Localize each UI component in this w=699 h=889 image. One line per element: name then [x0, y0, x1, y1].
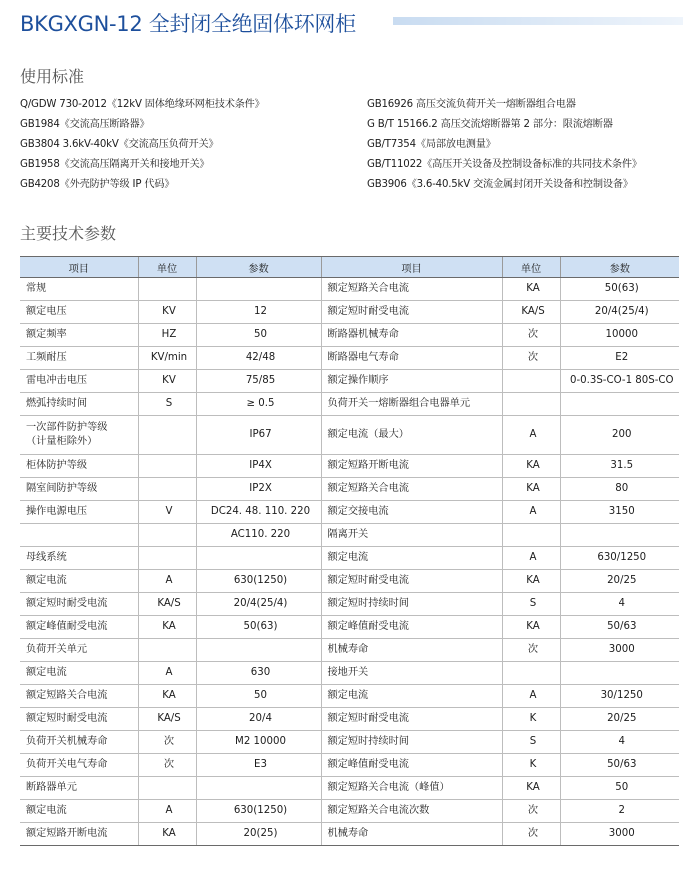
item-value: 50(63) [560, 278, 679, 301]
standard-item: GB3804 3.6kV-40kV《交流高压负荷开关》 [20, 139, 219, 150]
item-unit: 次 [502, 324, 560, 347]
item-name: 额定短路开断电流 [20, 823, 138, 846]
table-row [20, 754, 679, 777]
table-row [20, 455, 679, 478]
item-value: 30/1250 [560, 685, 679, 708]
item-name: 接地开关 [321, 662, 502, 685]
table-row [20, 777, 679, 800]
item-unit [502, 662, 560, 685]
item-name: 额定交接电流 [321, 501, 502, 524]
item-unit: S [502, 593, 560, 616]
item-value: E2 [560, 347, 679, 370]
item-value [560, 524, 679, 547]
standard-item: GB3906《3.6-40.5kV 交流金属封闭开关设备和控制设备》 [367, 179, 633, 190]
item-value: E3 [196, 754, 321, 777]
standards-heading: 使用标准 [20, 67, 85, 86]
item-name: 额定电流 [20, 570, 138, 593]
title-decoration-bar [393, 17, 683, 25]
item-unit: KA/S [138, 593, 196, 616]
table-row [20, 524, 679, 547]
item-unit: 次 [502, 347, 560, 370]
table-row [20, 324, 679, 347]
table-row [20, 393, 679, 416]
item-name: 额定频率 [20, 324, 138, 347]
item-name: 断路器机械寿命 [321, 324, 502, 347]
item-unit: KV [138, 301, 196, 324]
item-unit: A [138, 800, 196, 823]
item-unit [138, 547, 196, 570]
item-name: 机械寿命 [321, 823, 502, 846]
item-unit [138, 777, 196, 800]
table-row [20, 662, 679, 685]
item-value: DC24. 48. 110. 220 [196, 501, 321, 524]
item-value: 20/4(25/4) [196, 593, 321, 616]
item-unit [138, 478, 196, 501]
item-name [20, 524, 138, 547]
item-name: 额定短路关合电流 [20, 685, 138, 708]
item-value: 50(63) [196, 616, 321, 639]
item-value: 4 [560, 593, 679, 616]
params-heading: 主要技术参数 [20, 224, 117, 243]
item-value [196, 639, 321, 662]
item-unit: S [502, 731, 560, 754]
item-unit: KA [502, 278, 560, 301]
header-item: 项目 [321, 257, 502, 278]
item-name: 额定电流 [321, 685, 502, 708]
item-unit [502, 393, 560, 416]
item-value: M2 10000 [196, 731, 321, 754]
item-value: 20/4(25/4) [560, 301, 679, 324]
item-name: 额定短路开断电流 [321, 455, 502, 478]
item-name: 额定操作顺序 [321, 370, 502, 393]
item-unit: A [502, 547, 560, 570]
item-value: 31.5 [560, 455, 679, 478]
table-row [20, 278, 679, 301]
item-name: 燃弧持续时间 [20, 393, 138, 416]
table-row [20, 731, 679, 754]
item-name: 负荷开关单元 [20, 639, 138, 662]
item-name: 断路器单元 [20, 777, 138, 800]
item-value: 630/1250 [560, 547, 679, 570]
item-unit: KA/S [502, 301, 560, 324]
item-name: 隔离开关 [321, 524, 502, 547]
item-name: 工频耐压 [20, 347, 138, 370]
table-row [20, 570, 679, 593]
standard-item: GB1984《交流高压断路器》 [20, 119, 150, 130]
item-name: 额定短时耐受电流 [321, 301, 502, 324]
item-unit: KV/min [138, 347, 196, 370]
header-unit: 单位 [138, 257, 196, 278]
item-value: IP2X [196, 478, 321, 501]
item-unit: 次 [138, 754, 196, 777]
table-row [20, 800, 679, 823]
standards-left-column [20, 95, 360, 195]
item-unit: KA [138, 685, 196, 708]
table-row [20, 416, 679, 455]
item-value: 10000 [560, 324, 679, 347]
item-value: 42/48 [196, 347, 321, 370]
item-value: 3000 [560, 823, 679, 846]
item-value: 50 [196, 685, 321, 708]
standard-item: GB/T7354《局部放电测量》 [367, 139, 496, 150]
item-name: 常规 [20, 278, 138, 301]
item-unit: KA [138, 616, 196, 639]
item-value: 3000 [560, 639, 679, 662]
item-value: 75/85 [196, 370, 321, 393]
item-value: 20/4 [196, 708, 321, 731]
item-value: 0-0.3S-CO-1 80S-CO [560, 370, 679, 393]
item-unit: A [138, 662, 196, 685]
item-unit [138, 416, 196, 455]
table-row [20, 616, 679, 639]
item-unit: 次 [502, 823, 560, 846]
item-unit: KA [502, 777, 560, 800]
item-unit [138, 455, 196, 478]
item-name: 断路器电气寿命 [321, 347, 502, 370]
item-unit [502, 370, 560, 393]
item-unit: K [502, 708, 560, 731]
item-value: 20(25) [196, 823, 321, 846]
standard-item: GB1958《交流高压隔离开关和接地开关》 [20, 159, 210, 170]
item-unit: A [138, 570, 196, 593]
item-unit: A [502, 501, 560, 524]
item-unit: K [502, 754, 560, 777]
item-name: 母线系统 [20, 547, 138, 570]
table-row [20, 370, 679, 393]
item-name: 额定电流 [20, 800, 138, 823]
item-unit: KV [138, 370, 196, 393]
item-value: AC110. 220 [196, 524, 321, 547]
item-name: 额定电流（最大） [321, 416, 502, 455]
item-name: 额定短路关合电流 [321, 478, 502, 501]
item-value: 20/25 [560, 570, 679, 593]
item-name: 负荷开关电气寿命 [20, 754, 138, 777]
item-value: 50 [196, 324, 321, 347]
item-value: 630(1250) [196, 800, 321, 823]
item-unit: A [502, 685, 560, 708]
item-value [560, 393, 679, 416]
standards-right-column [367, 95, 693, 195]
item-unit: V [138, 501, 196, 524]
item-value: 50/63 [560, 754, 679, 777]
item-name: 额定电压 [20, 301, 138, 324]
item-unit [502, 524, 560, 547]
item-value: IP67 [196, 416, 321, 455]
standard-item: GB4208《外壳防护等级 IP 代码》 [20, 179, 175, 190]
standard-item: GB16926 高压交流负荷开关一熔断器组合电器 [367, 99, 576, 110]
table-row [20, 501, 679, 524]
header-value: 参数 [560, 257, 679, 278]
header-unit: 单位 [502, 257, 560, 278]
header-value: 参数 [196, 257, 321, 278]
table-row [20, 639, 679, 662]
item-name: 操作电源电压 [20, 501, 138, 524]
item-value: 2 [560, 800, 679, 823]
item-name: 雷电冲击电压 [20, 370, 138, 393]
item-unit: KA [502, 570, 560, 593]
standard-item: Q/GDW 730-2012《12kV 固体绝缘环网柜技术条件》 [20, 99, 265, 110]
item-value: 50/63 [560, 616, 679, 639]
table-row [20, 547, 679, 570]
item-name: 额定短时耐受电流 [321, 708, 502, 731]
item-unit [138, 524, 196, 547]
table-row [20, 708, 679, 731]
item-value [196, 547, 321, 570]
item-name: 额定短时持续时间 [321, 731, 502, 754]
item-name: 额定峰值耐受电流 [321, 616, 502, 639]
item-name: 额定短时耐受电流 [20, 708, 138, 731]
item-name: 额定电流 [20, 662, 138, 685]
item-name: 额定短时耐受电流 [20, 593, 138, 616]
item-name: 额定短路关合电流次数 [321, 800, 502, 823]
item-unit: KA [502, 455, 560, 478]
item-name: 负荷开关一熔断器组合电器单元 [321, 393, 502, 416]
table-row [20, 685, 679, 708]
item-unit: HZ [138, 324, 196, 347]
table-row [20, 301, 679, 324]
item-value: 200 [560, 416, 679, 455]
item-unit: KA [138, 823, 196, 846]
item-unit: 次 [502, 639, 560, 662]
item-unit: S [138, 393, 196, 416]
item-name: 额定短时耐受电流 [321, 570, 502, 593]
item-unit [138, 639, 196, 662]
table-row [20, 347, 679, 370]
item-unit: A [502, 416, 560, 455]
item-value: 20/25 [560, 708, 679, 731]
table-row [20, 593, 679, 616]
item-name: 负荷开关机械寿命 [20, 731, 138, 754]
item-name: 柜体防护等级 [20, 455, 138, 478]
item-value: 630 [196, 662, 321, 685]
item-name: 隔室间防护等级 [20, 478, 138, 501]
item-value [560, 662, 679, 685]
item-value: 630(1250) [196, 570, 321, 593]
item-unit: KA [502, 478, 560, 501]
item-unit: KA [502, 616, 560, 639]
item-value: 50 [560, 777, 679, 800]
item-name: 一次部件防护等级 （计量柜除外） [20, 416, 138, 455]
item-name: 额定峰值耐受电流 [321, 754, 502, 777]
item-name: 额定短路关合电流 [321, 278, 502, 301]
table-header-row [20, 257, 679, 278]
table-row [20, 478, 679, 501]
item-unit [138, 278, 196, 301]
header-item: 项目 [20, 257, 138, 278]
item-value: ≥ 0.5 [196, 393, 321, 416]
standard-item: G B/T 15166.2 高压交流熔断器第 2 部分：限流熔断器 [367, 119, 613, 130]
item-name: 额定短时持续时间 [321, 593, 502, 616]
item-value: 3150 [560, 501, 679, 524]
page-title: BKGXGN-12 全封闭全绝固体环网柜 [20, 12, 356, 36]
parameters-table [20, 256, 679, 846]
item-value [196, 777, 321, 800]
item-name: 额定短路关合电流（峰值） [321, 777, 502, 800]
item-name: 额定峰值耐受电流 [20, 616, 138, 639]
table-row [20, 823, 679, 846]
item-value: 4 [560, 731, 679, 754]
standard-item: GB/T11022《高压开关设备及控制设备标准的共同技术条件》 [367, 159, 642, 170]
item-value: 80 [560, 478, 679, 501]
item-unit: 次 [138, 731, 196, 754]
item-name: 机械寿命 [321, 639, 502, 662]
item-unit: KA/S [138, 708, 196, 731]
item-value [196, 278, 321, 301]
item-name: 额定电流 [321, 547, 502, 570]
item-value: IP4X [196, 455, 321, 478]
item-unit: 次 [502, 800, 560, 823]
item-value: 12 [196, 301, 321, 324]
